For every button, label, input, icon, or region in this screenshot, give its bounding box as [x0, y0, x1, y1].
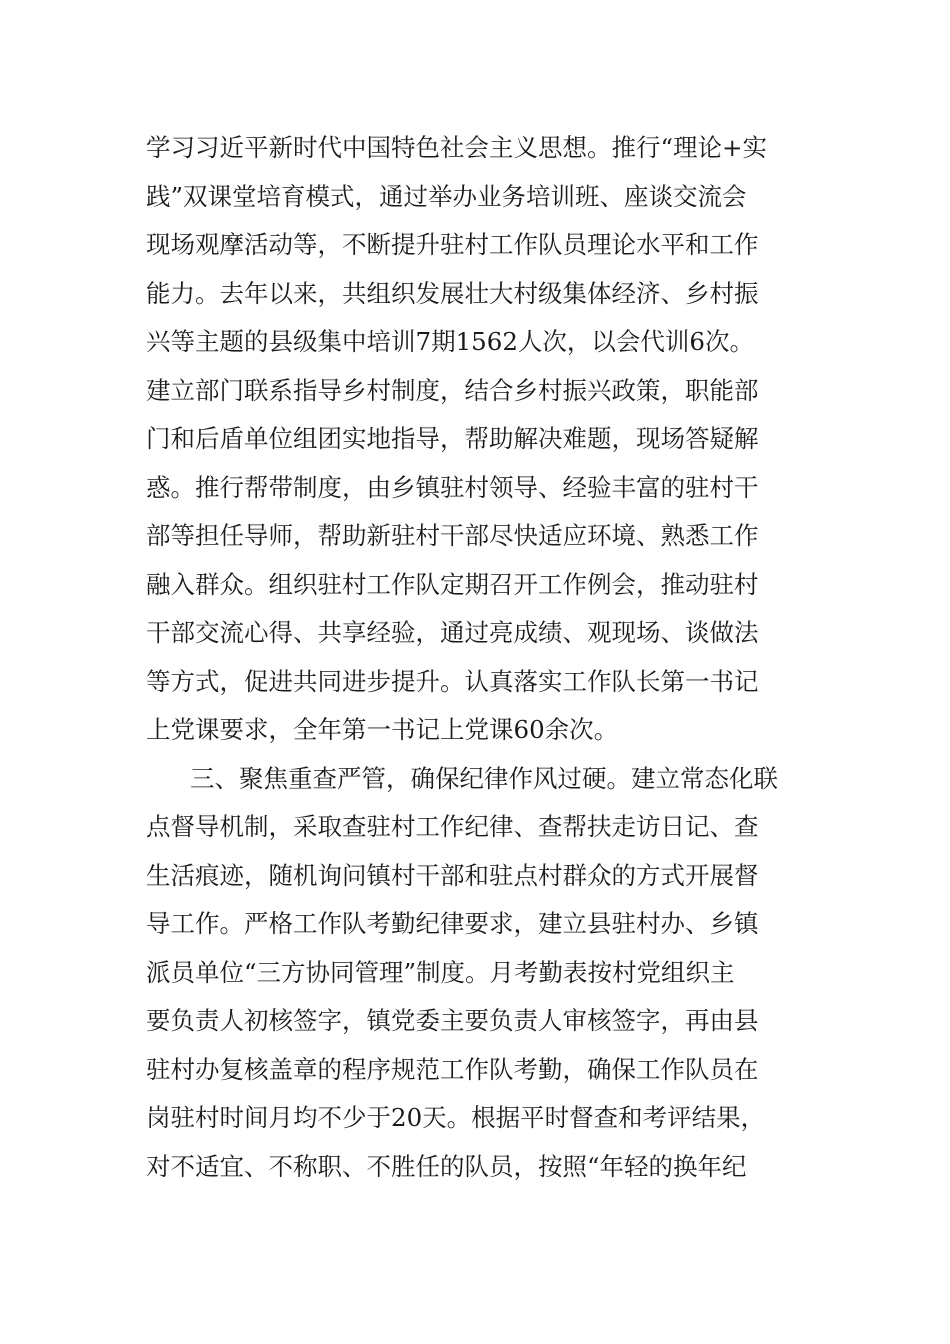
text-line-11: 干部交流心得、共享经验，通过亮成绩、观现场、谈做法	[146, 618, 759, 647]
text-line-10: 融入群众。组织驻村工作队定期召开工作例会，推动驻村	[146, 569, 759, 599]
body-text	[146, 124, 826, 1191]
text-line-17: 导工作。严格工作队考勤纪律要求，建立县驻村办、乡镇	[146, 909, 759, 938]
text-line-20: 驻村办复核盖章的程序规范工作队考勤，确保工作队员在	[146, 1054, 759, 1084]
text-line-2: 践”双课堂培育模式，通过举办业务培训班、座谈交流会	[146, 181, 747, 211]
text-line-18: 派员单位“三方协同管理”制度。月考勤表按村党组织主	[146, 957, 735, 987]
text-line-13: 上党课要求，全年第一书记上党课60余次。	[146, 715, 619, 744]
text-line-6: 建立部门联系指导乡村制度，结合乡村振兴政策，职能部	[146, 375, 759, 405]
text-line-8: 惑。推行帮带制度，由乡镇驻村领导、经验丰富的驻村干	[146, 472, 759, 502]
text-line-15: 点督导机制，采取查驻村工作纪律、查帮扶走访日记、查	[146, 812, 759, 841]
text-line-12: 等方式，促进共同进步提升。认真落实工作队长第一书记	[146, 666, 759, 696]
text-line-19: 要负责人初核签字，镇党委主要负责人审核签字，再由县	[146, 1006, 759, 1035]
text-line-22: 对不适宜、不称职、不胜任的队员，按照“年轻的换年纪	[146, 1151, 747, 1181]
text-line-1: 学习习近平新时代中国特色社会主义思想。推行“理论+实	[146, 133, 768, 162]
text-line-3: 现场观摩活动等，不断提升驻村工作队员理论水平和工作	[146, 230, 759, 259]
section-heading-line: 三、聚焦重查严管，确保纪律作风过硬。建立常态化联	[190, 763, 778, 793]
text-line-21: 岗驻村时间月均不少于20天。根据平时督查和考评结果，	[146, 1103, 766, 1132]
text-line-5: 兴等主题的县级集中培训7期1562人次，以会代训6次。	[146, 327, 755, 356]
text-line-9: 部等担任导师，帮助新驻村干部尽快适应环境、熟悉工作	[146, 521, 759, 550]
text-line-4: 能力。去年以来，共组织发展壮大村级集体经济、乡村振	[146, 278, 759, 308]
text-line-7: 门和后盾单位组团实地指导，帮助解决难题，现场答疑解	[146, 424, 759, 453]
text-line-16: 生活痕迹，随机询问镇村干部和驻点村群众的方式开展督	[146, 860, 759, 890]
